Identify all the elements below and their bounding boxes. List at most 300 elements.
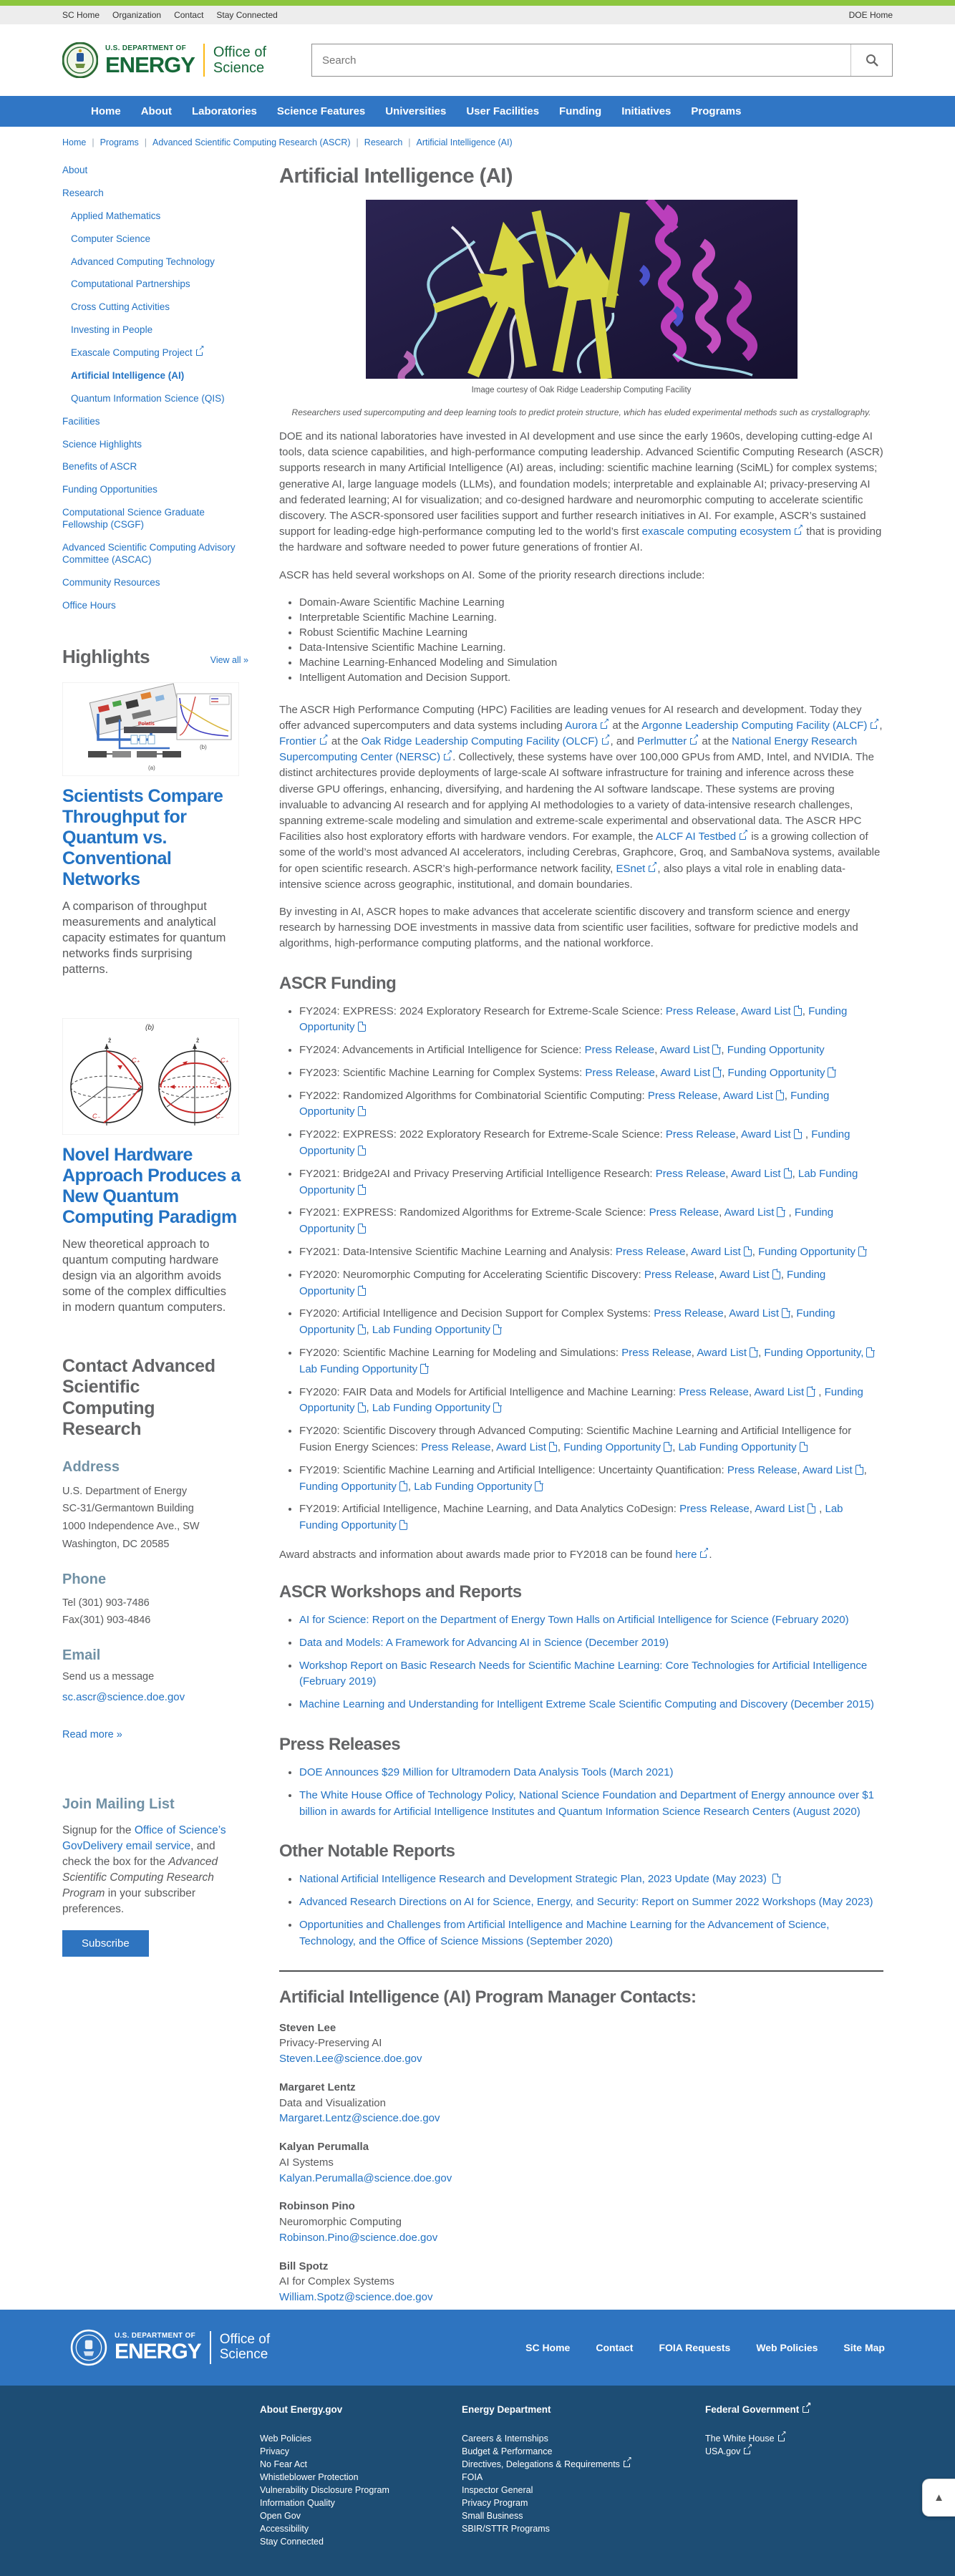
thumb-label: (a) [148, 765, 155, 772]
sidebar-item-advanced-computing-technology[interactable] [71, 256, 243, 268]
scroll-to-top-button[interactable] [922, 2479, 955, 2517]
link[interactable]: Award List [722, 1089, 773, 1102]
list-item [299, 1788, 883, 1821]
contacts-heading: Artificial Intelligence (AI) Program Manager Contacts: [279, 1987, 697, 2007]
link[interactable]: Award List [740, 1004, 791, 1017]
sidebar-item-applied-mathematics[interactable] [71, 210, 243, 223]
nav-item-laboratories[interactable]: Laboratories [192, 105, 257, 117]
funding-list [279, 1004, 883, 1535]
highlight-description: New theoretical approach to quantum computing hardware design via an algorithm avoids some of the complex difficulties in modern quantum computers. [62, 1238, 226, 1314]
link[interactable]: Press Release [644, 1268, 714, 1281]
list-item [299, 1635, 883, 1652]
link[interactable]: Award List [690, 1246, 741, 1259]
link[interactable]: Science Highlights [62, 438, 142, 450]
search-bar [311, 44, 893, 77]
link[interactable]: Funding Opportunity [758, 1246, 856, 1259]
list-item [299, 1894, 883, 1911]
link[interactable]: Award List [740, 1128, 791, 1141]
search-input[interactable] [312, 44, 850, 76]
link[interactable]: here [675, 1549, 697, 1561]
funding-heading: ASCR Funding [279, 973, 397, 993]
external-link-icon [778, 2435, 785, 2441]
hpc-paragraph: The ASCR High Performance Computing (HPC) Facilities are leading venues for AI research and development. Today they offer advanced supercomputers and data systems including Aurora↗ at the Argonne Leadership Computing Facility (ALCF)↗ , Frontier↗ at the Oak Ridge Leadership Computing Facility (OLCF) ↗ , and Perlmutter↗ at the National Energy Research Supercomputing Center (NERSC) ↗ . Collectively, these systems have over 100,000 GPUs from AMD, Intel, and NVIDIA. The distinct architectures provide deployments of large-scale AI software infrastructure for training and inference across these diverse GPU offerings, enhancing, diversifying, and hardening the AI software landscape. These systems are proving invaluable to advancing AI research and for applying AI methodologies to a variety of data-intensive research challenges, spanning extreme-scale modeling and simulation and extreme-scale experimental and observational data. The ASCR HPC Facilities also host exploratory efforts with hardware vendors. For example, the ALCF AI Testbed↗ is a growing collection of some of the world’s most advanced AI accelerators, including Cerebras, Graphcore, Groq, and SambaNova systems, available for open scientific research. ASCR’s high-performance network facility, ESnet ↗ , also plays a vital role in enabling data-intensive science across geographic, institutional, and domain boundaries. [279, 702, 883, 893]
footer-link[interactable]: FOIA [462, 2472, 483, 2482]
sidebar-item-investing-in-people[interactable] [71, 324, 243, 336]
link[interactable]: Office of Science’s GovDelivery email service [62, 1824, 226, 1852]
link[interactable]: Press Release [665, 1128, 736, 1141]
footer-link[interactable]: Information Quality [260, 2498, 335, 2508]
address-lines [62, 1483, 270, 1554]
reports-heading: Other Notable Reports [279, 1841, 455, 1861]
sidebar-item-facilities[interactable] [62, 416, 241, 428]
link[interactable]: Community Resources [62, 576, 160, 588]
highlight-thumbnail-bloch-spheres[interactable] [62, 1018, 239, 1135]
external-link-icon [601, 722, 607, 729]
external-link-icon [624, 2461, 630, 2467]
footer-link[interactable]: Open Gov [260, 2511, 301, 2521]
footer-link[interactable]: Budget & Performance [462, 2446, 553, 2456]
top-green-strip [0, 0, 955, 6]
document-icon [358, 1022, 366, 1032]
link[interactable]: Quantum Information Science (QIS) [71, 392, 225, 404]
link[interactable]: ALCF AI Testbed [655, 831, 737, 843]
logo-divider [203, 44, 205, 77]
thumb-label: C₋ [92, 1113, 101, 1120]
contact-card [279, 2259, 883, 2305]
thumb-label: (b) [145, 1024, 155, 1032]
link[interactable]: Applied Mathematics [71, 210, 161, 221]
sidebar-item-science-highlights[interactable] [62, 439, 241, 451]
footer-column [705, 2404, 907, 2576]
contact-area: AI Systems [279, 2156, 334, 2169]
document-icon [712, 1045, 720, 1055]
sidebar-item-quantum-information-science-qis-[interactable] [71, 393, 243, 405]
highlight-title-link[interactable]: Scientists Compare Throughput for Quantum vs. Conventional Networks [62, 786, 223, 890]
footer-link[interactable]: Privacy Program [462, 2498, 528, 2508]
image-credit: Image courtesy of Oak Ridge Leadership Computing Facility [471, 386, 692, 394]
footer-column [462, 2404, 705, 2576]
link[interactable]: Lab Funding Opportunity [414, 1480, 533, 1493]
link[interactable]: Machine Learning and Understanding for Intelligent Extreme Scale Scientific Computing and Discovery (December 2015) [299, 1698, 874, 1711]
link[interactable]: AI for Science: Report on the Department of Energy Town Halls on Artificial Intelligence for Science (February 2020) [299, 1614, 849, 1627]
list-item: • FY2020: Scientific Machine Learning for Modeling and Simulations: Press Release, Award List , Funding Opportunity, Lab Funding Opportunity [299, 1345, 883, 1378]
email-heading: Email [62, 1647, 101, 1663]
breadcrumb-separator: | [144, 137, 147, 147]
document-icon [664, 1442, 672, 1452]
email-label: Send us a message [62, 1670, 155, 1682]
search-button[interactable] [850, 44, 892, 76]
footer-link[interactable]: Privacy [260, 2446, 289, 2456]
award-note: Award abstracts and information about awards made prior to FY2018 can be found here ↗ . [279, 1549, 883, 1561]
nav-item-user-facilities[interactable]: User Facilities [466, 105, 540, 117]
document-icon [828, 1067, 835, 1078]
document-icon [358, 1325, 366, 1335]
doe-home-link[interactable]: DOE Home [848, 10, 893, 20]
list-item: • FY2020: Artificial Intelligence and Decision Support for Complex Systems: Press Release, Award List , Funding Opportunity , Lab Funding Opportunity [299, 1306, 883, 1339]
link[interactable]: Advanced Research Directions on AI for Science, Energy, and Security: Report on Summer 2022 Workshops (May 2023) [299, 1896, 873, 1909]
link[interactable]: Award List [755, 1503, 805, 1516]
link[interactable]: Funding Opportunity [299, 1268, 826, 1297]
link[interactable]: DOE Announces $29 Million for Ultramodern Data Analysis Tools (March 2021) [299, 1766, 674, 1778]
breadcrumb-separator: | [408, 137, 411, 147]
thumb-label: C₋ [215, 1113, 224, 1120]
list-item [299, 1612, 883, 1629]
link[interactable]: Lab Funding Opportunity [299, 1503, 843, 1532]
footer-column [260, 2404, 462, 2576]
list-item: • FY2019: Artificial Intelligence, Machine Learning, and Data Analytics CoDesign: Press Release, Award List , Lab Funding Opportunity [299, 1501, 883, 1534]
document-icon [493, 1403, 501, 1413]
footer-link-web-policies[interactable]: Web Policies [756, 2342, 818, 2353]
document-icon [750, 1347, 757, 1357]
mailing-text: Signup for the Office of Science’s GovDelivery email service, and check the box for the Advanced Scientific Computing Research Program in your subscriber preferences. [62, 1824, 226, 1915]
document-icon [772, 1874, 780, 1884]
link[interactable]: Investing in People [71, 324, 153, 336]
breadcrumb-link[interactable]: Programs [100, 137, 139, 147]
sidebar-item-benefits-of-ascr[interactable] [62, 461, 241, 473]
sidebar-item-computational-partnerships[interactable] [71, 279, 243, 291]
footer-column-title: About Energy.gov [260, 2404, 343, 2415]
footer-link[interactable]: The White House↗ [705, 2432, 907, 2445]
contact-email-link[interactable]: William.Spotz@science.doe.gov [279, 2291, 433, 2304]
link[interactable]: Award List [719, 1268, 770, 1281]
link[interactable]: Award List [730, 1167, 781, 1180]
section-divider [279, 1970, 883, 1972]
footer-doe-wordmark: U.S. DEPARTMENT OF ENERGY [115, 2332, 201, 2363]
utility-link[interactable]: SC Home [62, 10, 100, 20]
list-item [299, 1765, 883, 1781]
phone-heading: Phone [62, 1572, 107, 1588]
view-all-link[interactable]: View all » [210, 655, 248, 666]
phone-fax: Fax(301) 903-4846 [62, 1614, 151, 1626]
sidebar-item-funding-opportunities[interactable] [62, 484, 241, 496]
highlight-title-link[interactable]: Novel Hardware Approach Produces a New Quantum Computing Paradigm [62, 1145, 241, 1228]
link[interactable]: Press Release [615, 1246, 686, 1259]
main-content [279, 165, 883, 2305]
link[interactable]: Award List [754, 1385, 805, 1398]
link[interactable]: Award List [659, 1044, 710, 1057]
link[interactable]: National Artificial Intelligence Research and Development Strategic Plan, 2023 Update (May 2023) [299, 1873, 770, 1886]
link[interactable]: Award List [729, 1307, 780, 1320]
list-item: • FY2021: Data-Intensive Scientific Machine Learning and Analysis: Press Release, Award List , Funding Opportunity [299, 1244, 883, 1261]
list-item: • FY2019: Scientific Machine Learning and Artificial Intelligence: Uncertainty Quantification: Press Release, Award List , Funding Opportunity , Lab Funding Opportunity [299, 1463, 883, 1496]
link[interactable]: Funding Opportunity, [764, 1347, 864, 1360]
sidebar-item-office-hours[interactable] [62, 600, 241, 612]
link[interactable]: Funding Opportunity [727, 1066, 825, 1079]
list-item: • Data-Intensive Scientific Machine Learning. [299, 641, 883, 654]
link[interactable]: Press Release [654, 1307, 724, 1320]
workshops-list [279, 1612, 883, 1713]
external-link-icon [320, 738, 326, 745]
link[interactable]: National Energy Research Supercomputing Center (NERSC) [279, 735, 858, 764]
sidebar-item-community-resources[interactable] [62, 577, 241, 589]
contact-email-link[interactable]: Robinson.Pino@science.doe.gov [279, 2231, 438, 2244]
thumb-label: ẑ [108, 1037, 112, 1045]
nav-item-programs[interactable]: Programs [691, 105, 742, 117]
contact-area: Privacy-Preserving AI [279, 2037, 382, 2050]
footer-link[interactable]: No Fear Act [260, 2459, 307, 2469]
contact-card [279, 2139, 883, 2186]
utility-link[interactable]: Contact [174, 10, 204, 20]
contact-heading: Contact Advanced Scientific Computing Research [62, 1355, 215, 1440]
link[interactable]: Press Release [649, 1206, 719, 1219]
thumb-label: C₊ [220, 1057, 229, 1065]
sidebar-item-cross-cutting-activities[interactable] [71, 301, 243, 314]
doe-seal-logo [62, 42, 98, 78]
link[interactable]: Argonne Leadership Computing Facility (ALCF) [641, 719, 868, 732]
footer-link[interactable]: SBIR/STTR Programs [462, 2524, 550, 2534]
reports-list [279, 1872, 883, 1950]
footer-logo-divider [210, 2331, 211, 2364]
link[interactable]: Data and Models: A Framework for Advancing AI in Science (December 2019) [299, 1636, 669, 1649]
nav-item-science-features[interactable]: Science Features [276, 105, 366, 117]
dept-big-text: ENERGY [105, 52, 195, 77]
external-link-icon [744, 2448, 750, 2454]
link[interactable]: Funding Opportunity [299, 1004, 848, 1034]
contact-email-link[interactable]: Margaret.Lentz@science.doe.gov [279, 2112, 440, 2125]
nav-item-universities[interactable]: Universities [385, 105, 447, 117]
link[interactable]: Office Hours [62, 599, 116, 611]
footer-link[interactable]: USA.gov↗ [705, 2445, 907, 2458]
contact-name: Steven Lee [279, 2021, 336, 2034]
dept-small-text: U.S. DEPARTMENT OF [105, 44, 186, 52]
breadcrumb-link[interactable]: Research [364, 137, 403, 147]
nav-item-initiatives[interactable]: Initiatives [621, 105, 672, 117]
link[interactable]: Press Release [621, 1347, 692, 1360]
footer-link[interactable]: Vulnerability Disclosure Program [260, 2485, 389, 2495]
breadcrumb-link[interactable]: Home [62, 137, 87, 147]
link[interactable]: Funding Opportunities [62, 484, 157, 495]
thumb-label: C₊ [132, 1057, 140, 1065]
utility-links [62, 10, 278, 20]
link[interactable]: Funding Opportunity [563, 1441, 661, 1454]
link[interactable]: Opportunities and Challenges from Artificial Intelligence and Machine Learning for the Advancement of Science, Technology, and the Office of Science Missions (September 2020) [299, 1918, 830, 1947]
link[interactable]: Artificial Intelligence (AI) [71, 369, 185, 381]
list-item: • FY2023: Scientific Machine Learning for Complex Systems: Press Release, Award List , Funding Opportunity [299, 1065, 883, 1082]
link[interactable]: Oak Ridge Leadership Computing Facility (OLCF) [361, 735, 598, 748]
link[interactable]: Press Release [584, 1044, 655, 1057]
document-icon [794, 1129, 802, 1139]
external-link-icon [740, 833, 746, 840]
thumb-label: (b) [200, 744, 207, 751]
investing-paragraph: By investing in AI, ASCR hopes to make advances that accelerate scientific discovery and transform science and energy research by harnessing DOE investments in massive data from scientific user facilities, software for predictive models and algorithms, high-performance computing platforms, and the national workforce. [279, 905, 858, 950]
contact-card [279, 2020, 883, 2067]
footer-link-foia-requests[interactable]: FOIA Requests [659, 2342, 731, 2353]
link[interactable]: Funding Opportunity [299, 1307, 835, 1337]
list-item [299, 1658, 883, 1691]
link[interactable]: Lab Funding Opportunity [372, 1324, 491, 1337]
link[interactable]: Lab Funding Opportunity [299, 1362, 418, 1375]
list-item: • FY2024: Advancements in Artificial Intelligence for Science: Press Release, Award List , Funding Opportunity [299, 1042, 883, 1059]
external-link-icon [444, 754, 450, 760]
highlight-card [62, 682, 270, 978]
list-item: • Intelligent Automation and Decision Support. [299, 672, 883, 684]
document-icon [399, 1481, 407, 1491]
sidebar-item-research[interactable] [62, 188, 241, 200]
link[interactable]: Computational Partnerships [71, 279, 190, 290]
sidebar-item-computer-science[interactable] [71, 233, 243, 246]
press-list [279, 1765, 883, 1820]
link[interactable]: Advanced Scientific Computing Advisory Committee (ASCAC) [62, 541, 236, 565]
document-icon [713, 1067, 721, 1078]
document-icon [855, 1465, 863, 1475]
link[interactable]: Press Release [665, 1004, 736, 1017]
link[interactable]: Cross Cutting Activities [71, 301, 170, 313]
link[interactable]: Press Release [585, 1066, 655, 1079]
link[interactable]: Funding Opportunity [299, 1385, 863, 1415]
footer-link-sc-home[interactable]: SC Home [525, 2342, 571, 2353]
link[interactable]: Computer Science [71, 233, 151, 244]
highlight-thumbnail-quantum-network[interactable] [62, 682, 239, 776]
list-item [299, 1917, 883, 1950]
utility-bar [0, 6, 955, 24]
footer-link[interactable]: Inspector General [462, 2485, 533, 2495]
document-icon [807, 1387, 815, 1397]
list-item: • FY2020: Neuromorphic Computing for Accelerating Scientific Discovery: Press Release, Award List , Funding Opportunity [299, 1267, 883, 1300]
email-link[interactable]: sc.ascr@science.doe.gov [62, 1690, 185, 1703]
footer-blue-bar [0, 2310, 955, 2386]
link[interactable]: Press Release [421, 1441, 491, 1454]
external-link-icon [700, 1551, 707, 1558]
intro-paragraph: DOE and its national laboratories have invested in AI development and use since the early 1960s, developing cutting-edge AI tools, data science capabilities, and high-performance computing leadership. Advanced Scientific Computing Research (ASCR) supports research in many Artificial Intelligence (AI) areas, including: scientific machine learning (SciML) for complex systems; generative AI, large language models (LLMs), and foundation models; interpretable and explainable AI; privacy-preserving AI and federated learning; AI for visualization; and co-designed hardware and neuromorphic computing to accelerate scientific discovery. The ASCR-sponsored user facilities support and further research initiatives in AI. For example, ASCR’s sustained support for leading-edge high-performance computing led to the world’s first exascale computing ecosystem↗ that is providing the hardware and software needed to power future generations of frontier AI. [279, 429, 883, 556]
list-item: • FY2020: FAIR Data and Models for Artificial Intelligence and Machine Learning: Press Release, Award List , Funding Opportunity , Lab Funding Opportunity [299, 1385, 883, 1418]
utility-link[interactable]: Stay Connected [216, 10, 278, 20]
link[interactable]: Benefits of ASCR [62, 461, 137, 473]
link[interactable]: Computational Science Graduate Fellowship (CSGF) [62, 507, 205, 530]
footer-link[interactable]: Stay Connected [260, 2537, 324, 2547]
search-icon [865, 53, 879, 67]
mailing-heading: Join Mailing List [62, 1796, 175, 1812]
external-link-icon [803, 2406, 809, 2413]
link[interactable]: Aurora [565, 719, 598, 732]
left-sidebar [62, 165, 270, 1957]
document-icon [744, 1246, 752, 1256]
link[interactable]: Research [62, 187, 104, 198]
link[interactable]: Award List [496, 1441, 546, 1454]
document-icon [782, 1308, 790, 1318]
sidebar-item-exascale-computing-project[interactable] [71, 347, 243, 359]
highlight-card [62, 1018, 270, 1316]
doe-wordmark [105, 45, 195, 76]
footer-column-title: Federal Government↗ [705, 2404, 907, 2415]
link[interactable]: Funding Opportunity [299, 1206, 834, 1236]
breadcrumb-link[interactable]: Advanced Scientific Computing Research (ASCR) [152, 137, 351, 147]
link[interactable]: Press Release [679, 1385, 749, 1398]
link[interactable]: Funding Opportunity [299, 1128, 850, 1158]
document-icon [358, 1224, 366, 1234]
link[interactable]: The White House Office of Technology Policy, National Science Foundation and Department of Energy announce over $1 billion in awards for Artificial Intelligence Institutes and Quantum Information Science Research Centers (August 2020) [299, 1788, 874, 1818]
list-item [299, 1872, 883, 1888]
footer-link[interactable]: Small Business [462, 2511, 523, 2521]
footer-link[interactable]: Directives, Delegations & Requirements↗ [462, 2458, 705, 2471]
link[interactable]: Funding Opportunity [727, 1044, 825, 1057]
sidebar-item-advanced-scientific-computing-advisory-committee-ascac-[interactable] [62, 542, 241, 566]
document-icon [358, 1146, 366, 1156]
highlight-description: A comparison of throughput measurements and analytical capacity estimates for quantum networks finds surprising patterns. [62, 900, 226, 977]
link[interactable]: Funding Opportunity [299, 1480, 397, 1493]
contact-name: Kalyan Perumalla [279, 2141, 369, 2154]
contact-name: Robinson Pino [279, 2200, 355, 2213]
office-of-science-text: Office of Science [213, 44, 267, 76]
link[interactable]: Award List [802, 1463, 853, 1476]
sidebar-item-artificial-intelligence-ai-[interactable] [71, 370, 243, 382]
list-item: • FY2022: Randomized Algorithms for Combinatorial Scientific Computing: Press Release, Award List , Funding Opportunity [299, 1088, 883, 1121]
list-item: • FY2024: EXPRESS: 2024 Exploratory Research for Extreme-Scale Science: Press Release, Award List , Funding Opportunity [299, 1004, 883, 1037]
nav-item-about[interactable]: About [140, 105, 173, 117]
link[interactable]: Lab Funding Opportunity [372, 1402, 491, 1415]
link[interactable]: Press Release [679, 1503, 750, 1516]
sidebar-item-computational-science-graduate-fellowship-csgf-[interactable] [62, 507, 241, 531]
sidebar-item-about[interactable] [62, 165, 241, 177]
footer-link-site-map[interactable]: Site Map [843, 2342, 885, 2353]
footer-link[interactable]: Accessibility [260, 2524, 309, 2534]
contact-card [279, 2080, 883, 2126]
document-icon [784, 1168, 792, 1178]
utility-link[interactable]: Organization [112, 10, 162, 20]
breadcrumb-link[interactable]: Artificial Intelligence (AI) [416, 137, 513, 147]
link[interactable]: Press Release [647, 1089, 718, 1102]
document-icon [358, 1286, 366, 1296]
link[interactable]: Workshop Report on Basic Research Needs for Scientific Machine Learning: Core Technologies for Artificial Intelligence (February 2019) [299, 1659, 868, 1688]
link[interactable]: Press Release [655, 1167, 726, 1180]
thumb-label: C₀ [210, 1078, 218, 1086]
footer-link[interactable]: Careers & Internships [462, 2434, 548, 2444]
link[interactable]: Perlmutter [637, 735, 687, 748]
external-link-icon [690, 738, 697, 745]
link[interactable]: ESnet [616, 862, 646, 875]
link[interactable]: Lab Funding Opportunity [678, 1441, 797, 1454]
nav-item-funding[interactable]: Funding [559, 105, 602, 117]
link[interactable]: Facilities [62, 415, 100, 427]
document-icon [535, 1481, 543, 1491]
link[interactable]: Press Release [727, 1463, 798, 1476]
link[interactable]: Exascale Computing Project [71, 347, 193, 358]
contact-email-link[interactable]: Kalyan.Perumalla@science.doe.gov [279, 2171, 452, 2184]
link[interactable]: Award List [697, 1347, 747, 1360]
breadcrumb [0, 127, 955, 147]
read-more-link[interactable]: Read more » [62, 1728, 122, 1740]
link[interactable]: exascale computing ecosystem [641, 526, 792, 538]
footer-link-contact[interactable]: Contact [596, 2342, 634, 2353]
footer-link[interactable]: Web Policies [260, 2434, 312, 2444]
program-manager-contacts [279, 2020, 883, 2305]
link[interactable]: Funding Opportunity [299, 1089, 830, 1118]
link[interactable]: Advanced Computing Technology [71, 256, 215, 267]
link[interactable]: About [62, 165, 88, 175]
contact-area: AI for Complex Systems [279, 2275, 394, 2288]
nav-item-home[interactable]: Home [91, 105, 121, 117]
link[interactable]: Award List [724, 1206, 775, 1219]
link[interactable]: Award List [660, 1066, 711, 1079]
document-icon [776, 1090, 784, 1100]
list-item: U.S. Department of Energy [62, 1485, 188, 1497]
footer-dark [0, 2386, 955, 2576]
contact-email-link[interactable]: Steven.Lee@science.doe.gov [279, 2053, 422, 2066]
document-icon [358, 1403, 366, 1413]
list-item: 1000 Independence Ave., SW [62, 1521, 200, 1533]
thumb-label: ẑ [196, 1037, 200, 1045]
list-item: SC-31/Germantown Building [62, 1503, 194, 1515]
document-icon [358, 1106, 366, 1116]
footer-link[interactable]: Whistleblower Protection [260, 2472, 359, 2482]
subscribe-button[interactable]: Subscribe [62, 1930, 149, 1957]
contact-card [279, 2199, 883, 2245]
workshops-intro-paragraph: ASCR has held several workshops on AI. Some of the priority research directions include: [279, 568, 705, 581]
document-icon [800, 1442, 808, 1452]
link[interactable]: Frontier [279, 735, 316, 748]
external-link-icon [196, 349, 203, 356]
link[interactable]: Lab Funding Opportunity [299, 1167, 858, 1196]
list-item: • Domain-Aware Scientific Machine Learning [299, 596, 883, 609]
